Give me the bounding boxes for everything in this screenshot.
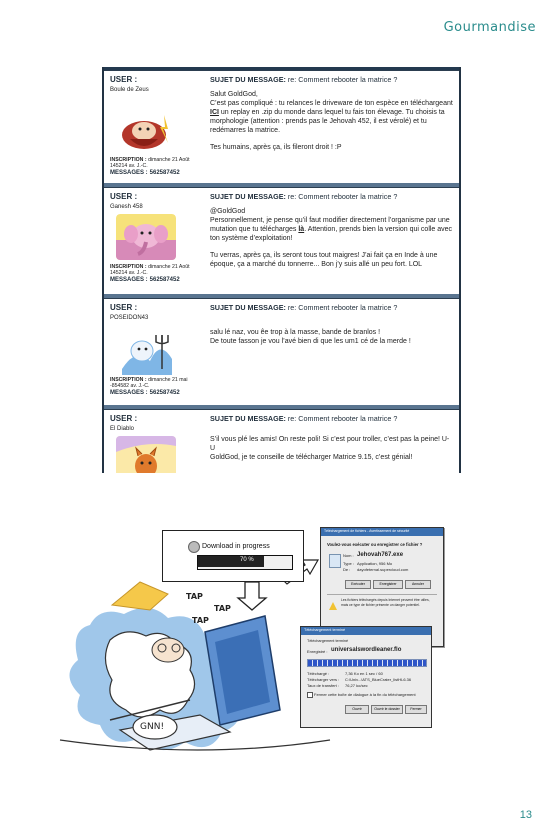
messages-count: 562587452 [149,170,180,176]
post-closing: Tu verras, après ça, ils seront tous tout maigres! J’ai fait ça en Inde à une époque, ça a marché du tonnerre... Bon j’y suis allé un peu fort. LOL [210,252,438,268]
inscription-label: INSCRIPTION : [110,264,147,270]
post-text: salu lé naz, vou êe trop à la masse, bande de branlos ! [210,329,381,336]
avatar-ganesh [116,214,176,260]
tap-sound: TAP [186,592,203,601]
dialog-title: Téléchargement terminé [304,628,346,632]
avatar-poseidon [116,329,176,375]
close-checkbox-label: Fermer cette boîte de dialogue à la fin du téléchargement [314,692,416,697]
from-label: De : [343,567,351,572]
post-text: GoldGod, je te conseille de télécharger Matrice 9.15, c’est génial! [210,454,413,461]
post-body [210,207,453,269]
download-progress-fill [198,556,264,567]
username[interactable]: Boule de Zeus [110,87,149,93]
download-title: Download in progress [202,543,270,550]
messages-count: 562587452 [149,277,180,283]
forum-post [104,409,459,473]
user-label: USER : [110,414,138,423]
post-body [210,328,453,346]
messages-count: 562587452 [149,390,180,396]
tap-sound: TAP [214,604,231,613]
download-complete-dialog [300,626,432,728]
destination-value: C:\Univ...\ATS_BlueCrater_listHL6.36 [345,677,412,682]
dialog-title: Téléchargement de fichiers - Avertissement de sécurité [324,529,410,533]
inscription-date: dimanche 21 Août 145214 av. J.-C. [110,157,190,169]
post-text: De toute fasson je vou l’avé bien di que les um1 cé de la merde ! [210,338,411,345]
subject-label: SUJET DU MESSAGE: [210,303,286,312]
post-text: un replay en .zip du monde dans lequel tu fais ton élevage. Tu choisis ta morphologie (attention : prends pas le Jehovah 452, il est vérolé) et tu redémarres la matrice. [210,109,445,134]
forum-post [104,187,459,295]
download-percent: 70 % [240,557,254,563]
user-label: USER : [110,192,138,201]
subject-label: SUJET DU MESSAGE: [210,75,286,84]
forum-post [104,70,459,184]
dialog-question: Voulez-vous exécuter ou enregistrer ce fichier ? [327,542,423,547]
username[interactable]: POSEIDON43 [110,315,149,321]
post-body [210,435,453,462]
page-number: 13 [519,809,532,821]
close-button[interactable]: Fermer [405,705,427,714]
avatar-zeus [116,109,176,155]
file-name: Jehovah767.exe [357,552,404,558]
post-text: . Attention, prends bien la version qui colle avec ton système d’exploitation! [210,226,453,242]
type-label: Type : [343,561,354,566]
username[interactable]: El Diablo [110,426,135,432]
shield-warning-icon [329,602,337,610]
forum-post [104,298,459,406]
post-greeting: @GoldGod [210,208,246,215]
dialog-subtitle: Téléchargement terminé [307,639,349,643]
inscription-label: INSCRIPTION : [110,157,147,163]
save-button[interactable]: Enregistrer [373,580,403,589]
warning-text: Les fichiers téléchargés depuis Internet peuvent être utiles, mais ce type de fichier présente un danger potentiel. [341,598,430,607]
file-type: Application, 956 Mo [357,561,393,566]
subject-text: re: Comment rebooter la matrice ? [287,192,398,201]
close-checkbox[interactable] [307,692,313,698]
user-label: USER : [110,75,138,84]
subject-text: re: Comment rebooter la matrice ? [287,414,398,423]
inscription-date: dimanche 21 mai -854582 av. J.-C. [110,377,188,389]
open-button[interactable]: Ouvrir [345,705,369,714]
post-closing: Tes humains, après ça, ils fileront droit ! :P [210,144,342,151]
post-text: Personnellement, je pense qu’il faut modifier directement l’organisme par une mutation que tu télécharges [210,217,450,233]
subject-text: re: Comment rebooter la matrice ? [287,75,398,84]
downloaded-label: Téléchargé : [307,671,330,676]
subject-label: SUJET DU MESSAGE: [210,414,286,423]
saved-file: universalswordleaner.flo [331,647,402,653]
messages-label: MESSAGES : [110,390,148,396]
avatar-diablo [116,436,176,473]
open-folder-button[interactable]: Ouvrir le dossier [371,705,403,714]
file-icon [329,554,341,568]
messages-label: MESSAGES : [110,170,148,176]
post-body [210,90,453,152]
dialog-divider [327,594,437,595]
gnn-sound: GNN! [140,722,165,732]
download-link[interactable]: là [298,226,305,233]
name-label: Nom : [343,553,354,558]
download-complete-bar [307,659,427,667]
post-text: C’est pas compliqué : tu relances le driveware de ton espèce en téléchargeant [210,100,453,107]
execute-button[interactable]: Exécuter [345,580,371,589]
inscription-label: INSCRIPTION : [110,377,147,383]
user-label: USER : [110,303,138,312]
destination-label: Télécharger vers : [307,677,340,682]
tap-sound: TAP [192,616,209,625]
post-greeting: Salut GoldGod, [210,91,258,98]
cancel-button[interactable]: Annuler [405,580,431,589]
download-icon [188,541,200,553]
brand-title: Gourmandise [443,20,536,35]
file-source: dayofeternal.supercloud.com [357,567,409,572]
username[interactable]: Ganesh 458 [110,204,143,210]
rate-label: Taux de transfert : [307,683,340,688]
inscription-date: dimanche 21 Août 145214 av. J.-C. [110,264,190,276]
subject-label: SUJET DU MESSAGE: [210,192,286,201]
download-link[interactable]: ICI [210,109,219,116]
saved-label: Enregistré : [307,649,328,654]
subject-text: re: Comment rebooter la matrice ? [287,303,398,312]
post-text: S’il vous plé les amis! On reste poli! Si c’est pour troller, c’est pas la peine! U-U [210,436,450,452]
forum-thread [102,67,461,473]
rate-value: 76,27 ko/sec [345,683,368,688]
messages-label: MESSAGES : [110,277,148,283]
downloaded-value: 7,36 Ko en 1 sec / 60 [345,671,383,676]
